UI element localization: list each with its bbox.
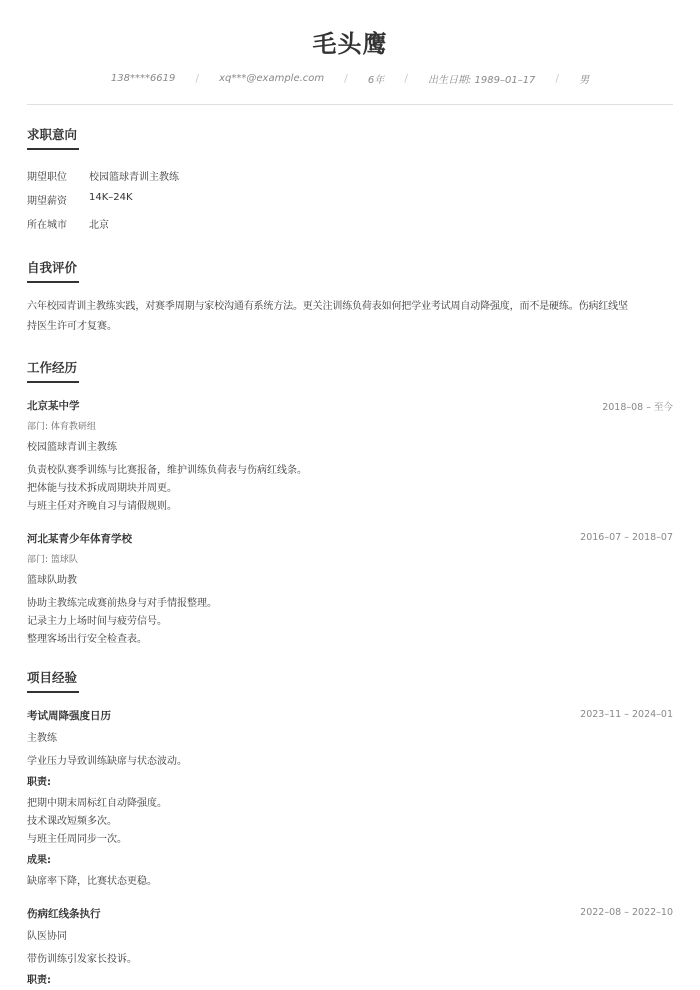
email-text: xq***@example.com <box>219 72 325 84</box>
project-duty: 技术课改短频多次。 <box>27 816 117 827</box>
project-duty-label: 职责: <box>27 975 51 986</box>
intent-row-city <box>27 216 109 231</box>
project-date: 2023–11 – 2024–01 <box>580 709 673 720</box>
intent-label: 所在城市 <box>27 220 67 231</box>
work-duty: 协助主教练完成赛前热身与对手情报整理。 <box>27 598 217 609</box>
header-divider <box>27 104 673 105</box>
project-duty: 把期中期末周标红自动降强度。 <box>27 798 167 809</box>
self-eval-line: 六年校园青训主教练实践，对赛季周期与家校沟通有系统方法。更关注训练负荷表如何把学业考试周自动降强度，而不是硬练。伤病红线坚 <box>27 301 628 312</box>
project-duty: 与班主任周同步一次。 <box>27 834 127 845</box>
work-duty: 与班主任对齐晚自习与请假规则。 <box>27 501 177 512</box>
work-company: 北京某中学 <box>27 400 80 412</box>
project-date: 2022–08 – 2022–10 <box>580 907 673 918</box>
intent-label: 期望职位 <box>27 172 67 183</box>
section-title-intent: 求职意向 <box>27 127 78 142</box>
intent-row-salary <box>27 192 133 207</box>
section-underline <box>27 148 79 150</box>
separator: / <box>555 71 560 85</box>
work-date: 2018–08 – 至今 <box>602 402 673 413</box>
contact-bar <box>0 70 700 86</box>
project-duty-label: 职责: <box>27 777 51 788</box>
work-duty: 记录主力上场时间与疲劳信号。 <box>27 616 167 627</box>
gender-text: 男 <box>579 74 590 86</box>
project-name: 考试周降强度日历 <box>27 710 111 722</box>
project-result-label: 成果: <box>27 855 51 866</box>
intent-value: 校园篮球青训主教练 <box>89 172 179 183</box>
section-title-projects: 项目经验 <box>27 670 78 685</box>
intent-value: 北京 <box>89 220 109 231</box>
self-eval-line: 持医生许可才复赛。 <box>27 321 117 332</box>
section-underline <box>27 381 79 383</box>
intent-value: 14K–24K <box>89 192 133 203</box>
self-eval-text <box>27 297 673 337</box>
work-dept: 部门: 篮球队 <box>27 555 78 565</box>
project-background: 带伤训练引发家长投诉。 <box>27 954 137 965</box>
separator: / <box>195 71 200 85</box>
birthdate-text: 出生日期: 1989–01–17 <box>427 74 536 86</box>
section-underline <box>27 691 79 693</box>
candidate-name: 毛头鹰 <box>312 30 388 58</box>
experience-text: 6年 <box>367 74 385 86</box>
project-name: 伤病红线条执行 <box>27 908 101 920</box>
work-duty: 负责校队赛季训练与比赛报备，维护训练负荷表与伤病红线条。 <box>27 465 307 476</box>
project-role: 主教练 <box>27 733 57 744</box>
intent-label: 期望薪资 <box>27 196 67 207</box>
section-title-work: 工作经历 <box>27 360 78 375</box>
phone-text: 138****6619 <box>110 72 176 84</box>
intent-row-position <box>27 168 179 183</box>
section-underline <box>27 281 79 283</box>
project-result: 缺席率下降，比赛状态更稳。 <box>27 876 157 887</box>
project-role: 队医协同 <box>27 931 67 942</box>
project-background: 学业压力导致训练缺席与状态波动。 <box>27 756 187 767</box>
work-date: 2016–07 – 2018–07 <box>580 532 673 543</box>
section-title-self-eval: 自我评价 <box>27 260 78 275</box>
work-role: 校园篮球青训主教练 <box>27 442 117 453</box>
work-dept: 部门: 体育教研组 <box>27 422 96 432</box>
separator: / <box>404 71 408 85</box>
work-company: 河北某青少年体育学校 <box>27 533 132 545</box>
work-duty: 把体能与技术拆成周期块并周更。 <box>27 483 177 494</box>
work-duty: 整理客场出行安全检查表。 <box>27 634 147 645</box>
separator: / <box>344 71 348 85</box>
work-role: 篮球队助教 <box>27 575 77 586</box>
